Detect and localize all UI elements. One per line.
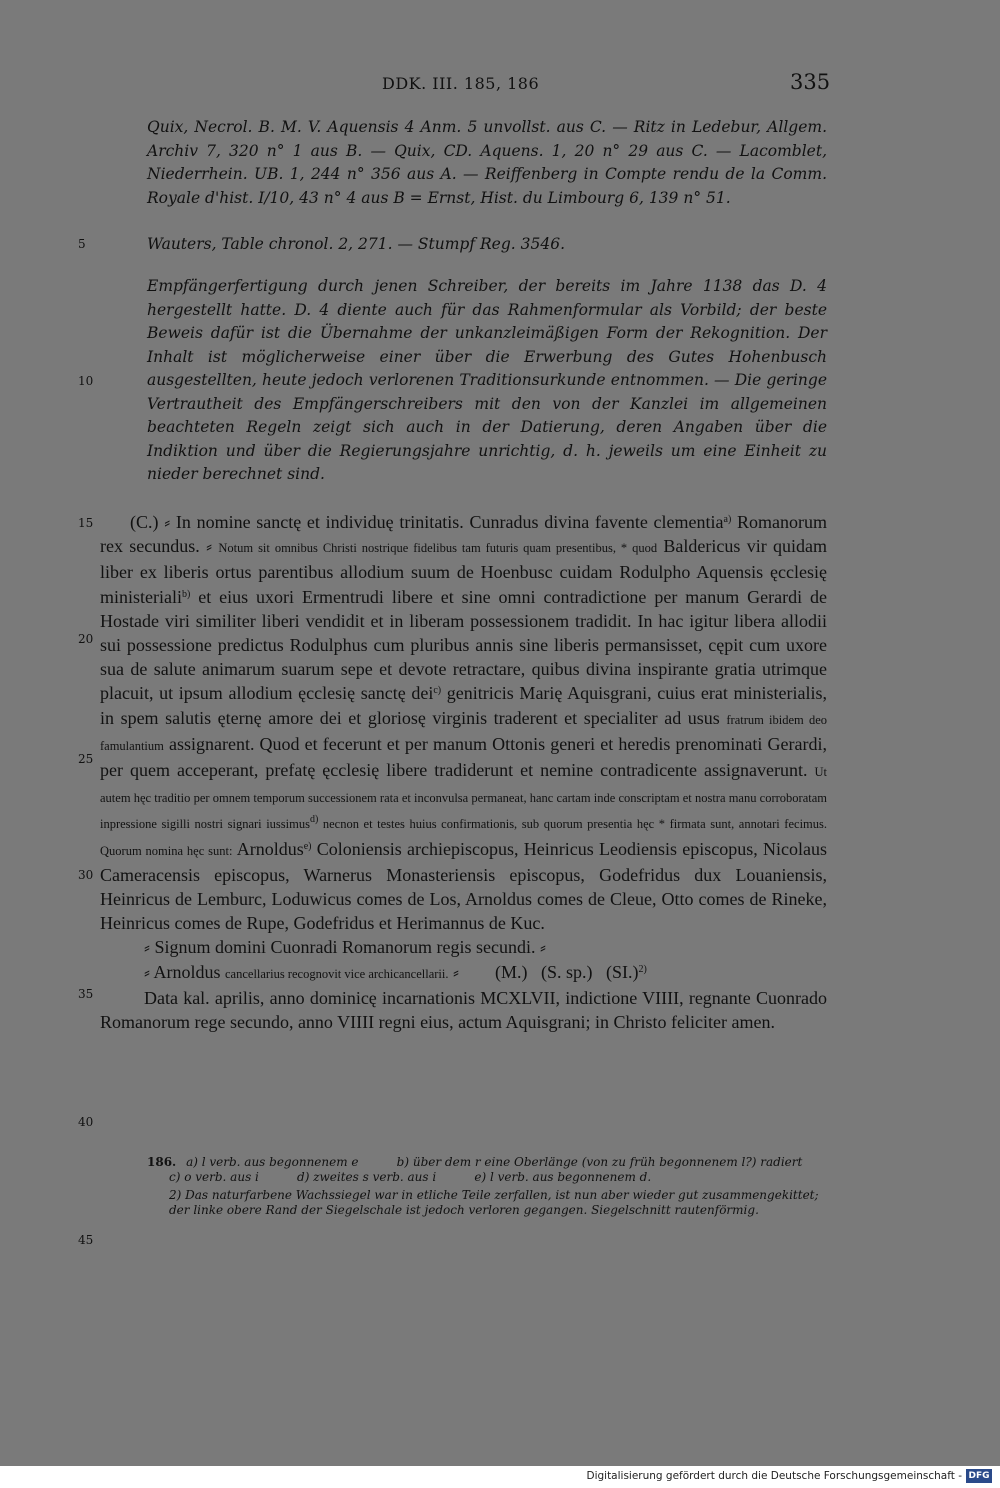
recognition-mark: ⸗ [448,961,459,982]
line-number: 25 [78,752,94,766]
line-number: 20 [78,632,94,646]
dfg-logo: DFG [966,1469,992,1483]
charter-promulgatio: Notum sit omnibus Christi nostrique fidelibus tam futuris quam presentibus, * quod [218,541,658,556]
charter-recognition-line [100,960,827,986]
commentary-paragraph: Empfängerfertigung durch jenen Schreiber, der bereits im Jahre 1138 das D. 4 hergestellt hatte. D. 4 diente auch für das Rahmenformular als Vorbild; der beste Beweis dafür ist die Übernahme der unkanzleimäßigen Form der Rekognition. Der Inhalt ist möglicherweise einer über die Erwerbung des Gutes Hohenbusch ausgestellten, heute jedoch verlorenen Traditionsurkunde entnommen. — Die geringe Vertrautheit des Empfängerschreibers mit den von der Kanzlei im allgemeinen beachteten Regeln zeigt sich auch in der Datierung, deren Angaben über die Indiktion und über die Regierungsjahre unrichtig, d. h. jeweils um eine Einheit zu nieder berechnet sind. [147,277,827,483]
line-number: 40 [78,1115,94,1129]
footer-credit: Digitalisierung gefördert durch die Deutsche Forschungsgemeinschaft - [586,1470,962,1482]
charter-intitulatio: Romanorum rex secundus. ⸗ [100,512,827,557]
charter-narratio-4: assignarent. Quod et fecerunt et per manum Ottonis generi et heredis prenominati Gerardi, per quem acceperant, prefatę ęcclesię libere tradiderunt et nemine contradicente assignaverunt. [100,733,827,781]
footnote-marker: b) [181,588,191,600]
footnote-marker: e) [303,840,312,852]
recognition-name: ⸗ Arnoldus [144,961,225,982]
sources-paragraph-2: Wauters, Table chronol. 2, 271. — Stumpf Reg. 3546. [147,235,566,253]
charter-narratio-1: Baldericus vir quidam liber ex liberis ortus parentibus allodium suum de Hoenbusc cuidam Rodulpho Aquensis ęcclesię ministeriali [100,536,827,607]
footnote-line-1: a) l verb. aus begonnenem e b) über dem r eine Oberlänge (von zu früh begonnenem l?) radiert [186,1155,803,1169]
footnote-marker: c) [433,685,442,697]
charter-corroboratio: Ut autem hęc traditio per omnem temporum successionem rata et inconvulsa permaneat, hanc cartam inde conscriptam et nostra manu corroboratam inpressione sigilli nostri signari iussimus [100,765,827,832]
page-header [0,70,1000,98]
charter-signum-line: ⸗ Signum domini Cuonradi Romanorum regis secundi. ⸗ [144,937,546,958]
footnote-line-2: c) o verb. aus i d) zweites s verb. aus i e) l verb. aus begonnenem d. [169,1169,652,1184]
footnote-marker: 2) [638,963,647,975]
charter-witness-list: Coloniensis archiepiscopus, Heinricus Leodiensis episcopus, Nicolaus Cameracensis episcopus, Warnerus Monasteriensis episcopus, Godefridus dux Louaniensis, Heinricus de Lemburc, Loduwicus comes de Los, Arnoldus comes de Cleue, Otto comes de Rineke, Heinricus comes de Rupe, Godefridus et Herimannus de Kuc. [100,838,827,934]
charter-invocation: (C.) ⸗ In nomine sanctę et individuę trinitatis. Cunradus divina favente clementia [130,512,724,532]
commentary-block [147,275,827,487]
footer-bar [0,1466,1000,1488]
line-number: 15 [78,516,94,530]
charter-witness-arnoldus: Arnoldus [232,838,304,859]
sources-paragraph-1: Quix, Necrol. B. M. V. Aquensis 4 Anm. 5 unvollst. aus C. — Ritz in Ledebur, Allgem. Archiv 7, 320 n° 1 aus B. — Quix, CD. Aquens. 1, 20 n° 29 aus C. — Lacomblet, Niederrhein. UB. 1, 244 n° 356 aus A. — Reiffenberg in Compte rendu de la Comm. Royale d'hist. I/10, 43 n° 4 aus B = Ernst, Hist. du Limbourg 6, 139 n° 51. [147,118,827,207]
charter-small-text: fratrum ibidem deo famulantium [100,712,827,753]
sources-block-2 [147,233,827,257]
line-number: 10 [78,374,94,388]
line-number: 45 [78,1233,94,1247]
line-number: 30 [78,868,94,882]
charter-datum: Data kal. aprilis, anno dominicę incarnationis MCXLVII, indictione VIIII, regnante Cuonrado Romanorum rege secundo, anno VIIII regni eius, actum Aquisgrani; in Christo feliciter amen. [100,987,827,1033]
seal-marks: (M.) (S. sp.) (SI.) [495,961,639,982]
charter-narratio-2: et eius uxori Ermentrudi libere et sine omni contradictione per manum Gerardi de Hostade viri similiter liberi vendidit et in liberam possessionem tradidit. In hac igitur libera allodii sui possessione predictus Rodulphus cum pluribus annis sine liberis permansisset, cępit cum uxore sua de salute animarum suarum sepe et devote retractare, quibus divina inspirante gratia utrimque placuit, ut ipsum allodium ęcclesię sanctę dei [100,586,827,704]
footnote-group-186 [147,1155,827,1184]
charter-narratio-3: genitricis Marię Aquisgrani, cuius erat ministerialis, in spem salutis ęternę amore dei et gloriosę virginis traderent et specialiter ad usus [100,683,828,728]
running-head: DDK. III. 185, 186 [382,74,540,93]
footnote-number: 186. [147,1155,177,1169]
footnote-note-2: 2) Das naturfarbene Wachssiegel war in etliche Teile zerfallen, ist nun aber wieder gut zusammengekittet; der linke obere Rand der Siegelschale ist jedoch verloren gegangen. Siegelschnitt rautenförmig. [169,1188,819,1217]
sources-block [147,116,827,210]
charter-text [100,510,827,1034]
line-number: 5 [78,237,86,251]
charter-paragraph [100,510,827,935]
footnote-marker: a) [723,514,732,525]
line-number: 35 [78,987,94,1001]
recognition-text: cancellarius recognovit vice archicancellarii. [225,966,449,981]
footnote-marker: d) [309,814,319,826]
footnotes-block [147,1155,827,1217]
charter-testes-intro: necnon et testes huius confirmationis, sub quorum presentia hęc * firmata sunt, annotari fecimus. Quorum nomina hęc sunt: [100,817,827,858]
page-number: 335 [790,70,831,94]
